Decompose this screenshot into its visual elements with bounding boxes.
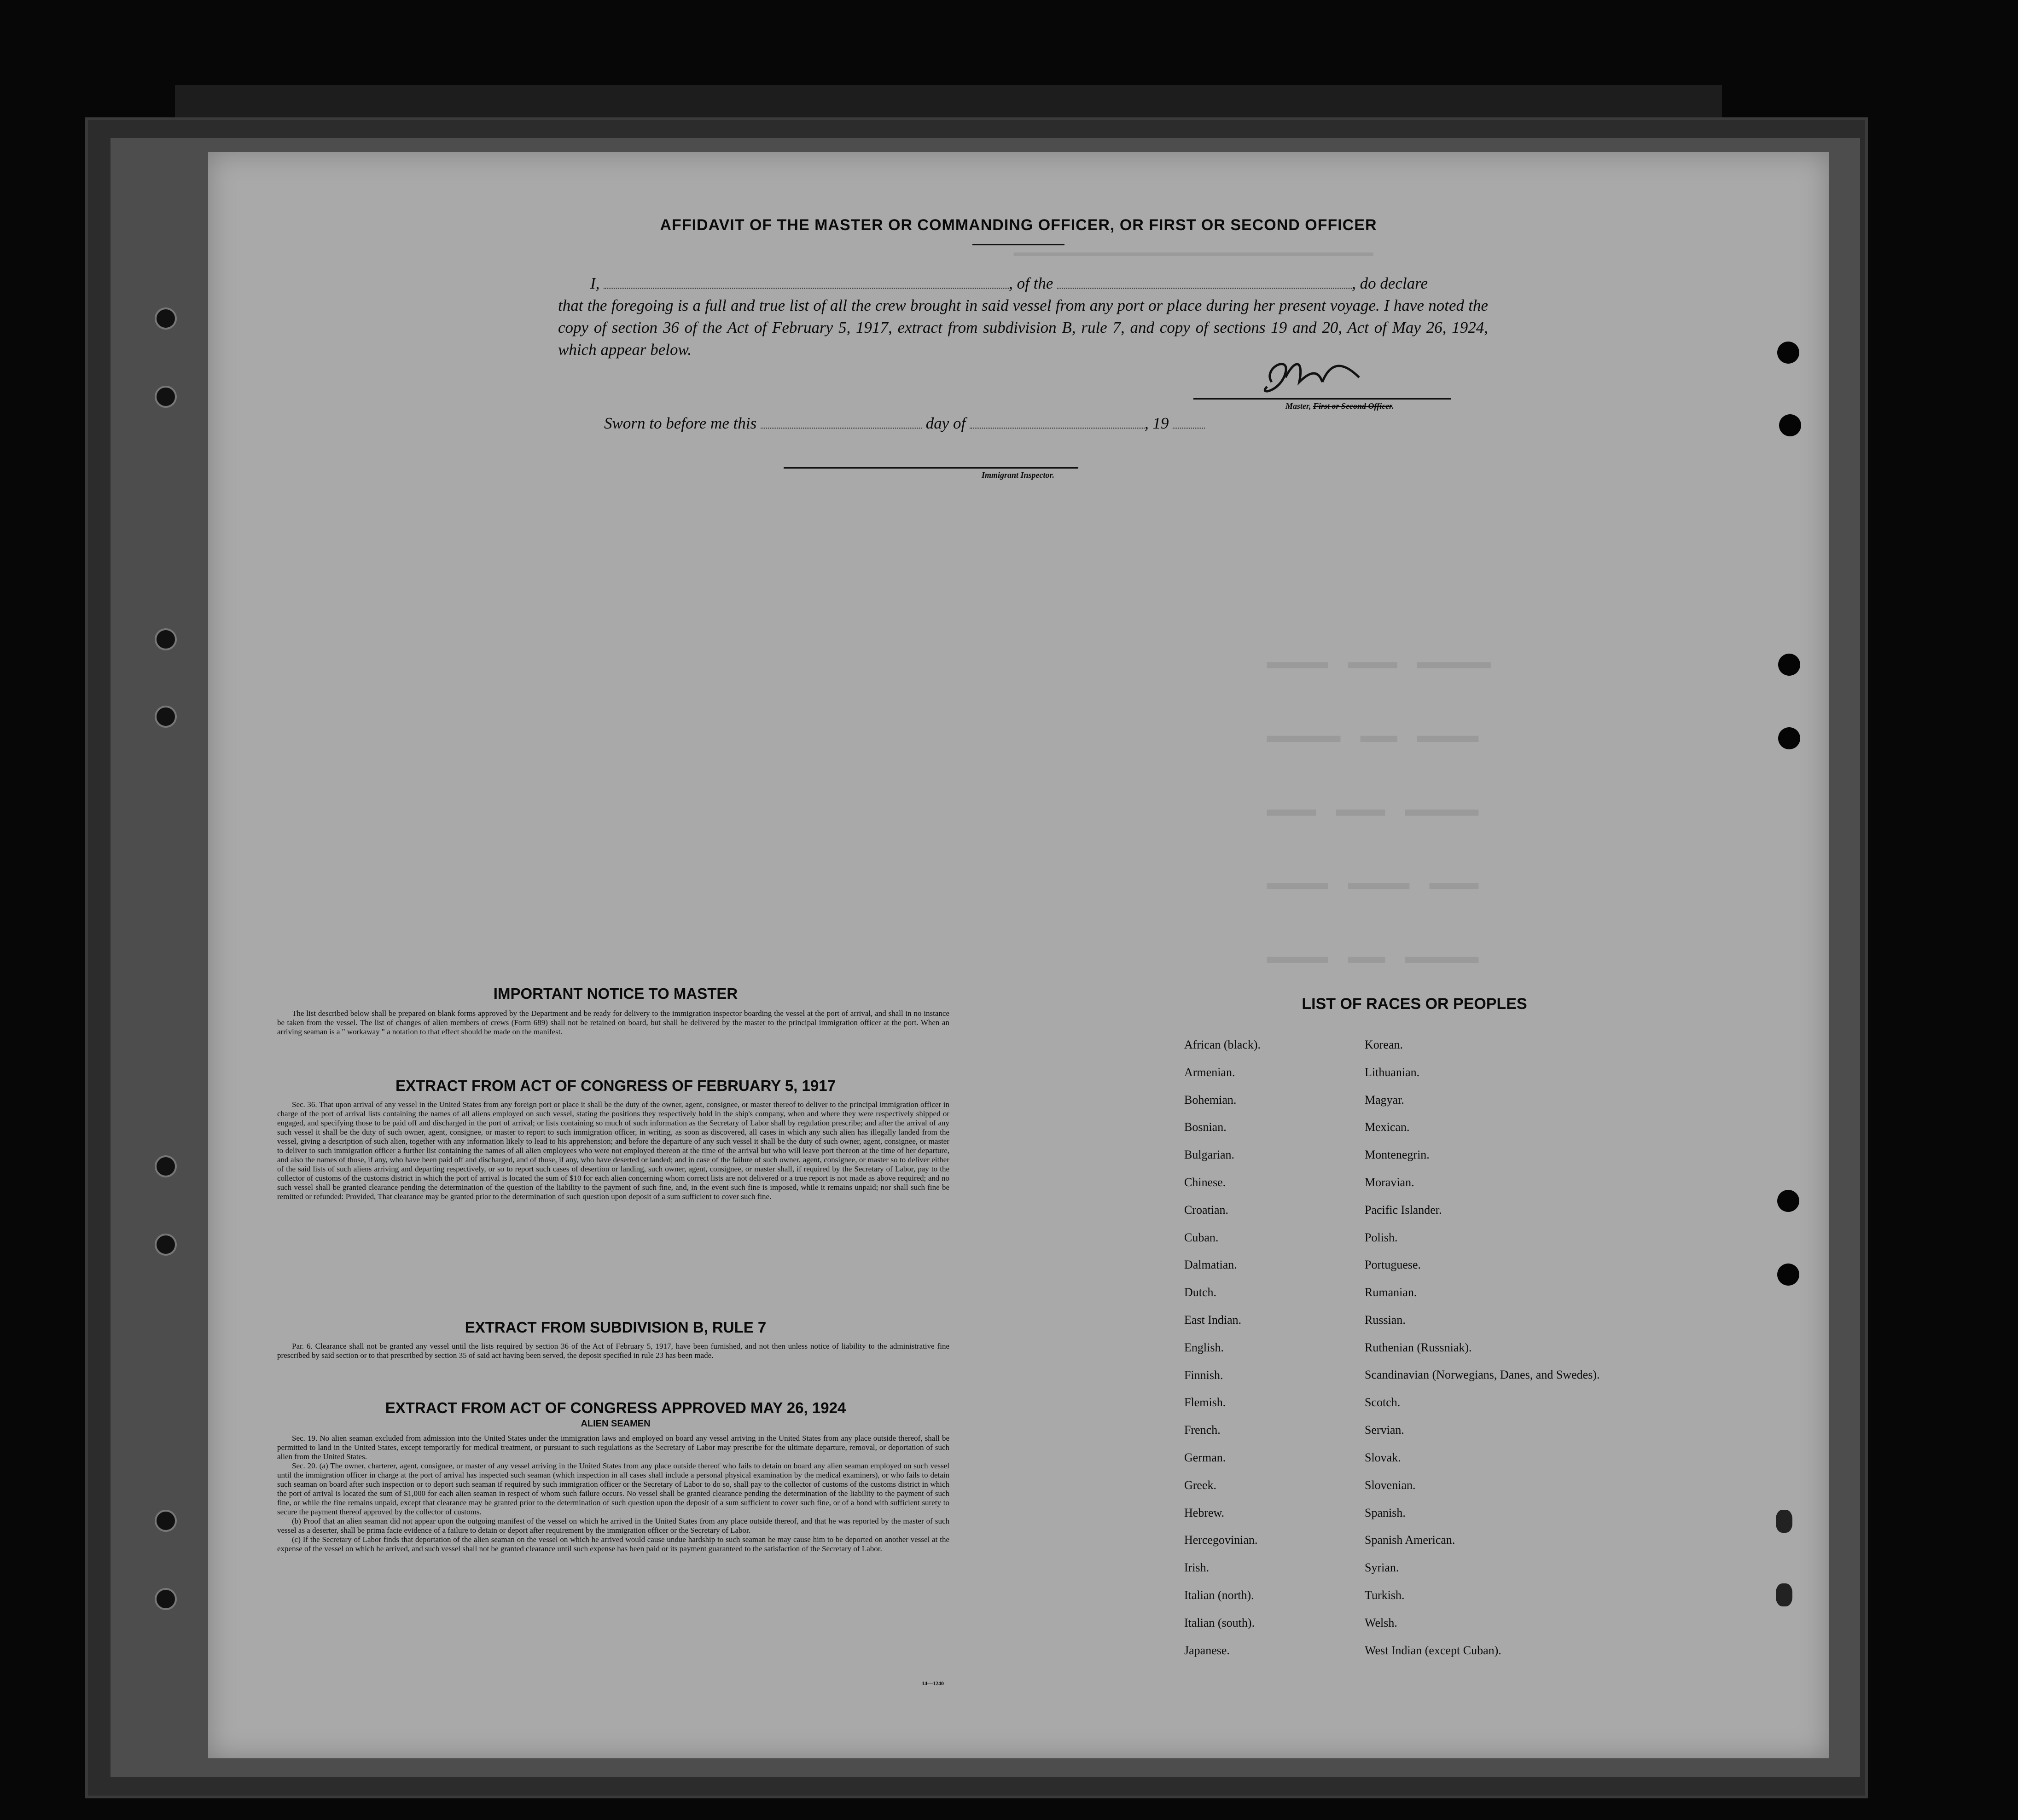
race-item: Syrian. — [1365, 1561, 1399, 1575]
race-item: French. — [1184, 1423, 1221, 1437]
race-item: Welsh. — [1365, 1616, 1397, 1629]
sec-20b: (b) Proof that an alien seaman did not appear upon the outgoing manifest of the vessel on which he arrived in the United States from any place outside thereof, and that he was reported by the master of such vessel as a deserter, shall be prima facie evidence of a failure to detain or deport after requirement by the immigration officer or the Secretary of Labor. — [277, 1517, 949, 1535]
binder-hole — [1777, 1190, 1799, 1212]
binder-hole — [1778, 654, 1800, 676]
race-item: Cuban. — [1184, 1230, 1219, 1244]
affidavit-title: AFFIDAVIT OF THE MASTER OR COMMANDING OFFICER, OR FIRST OR SECOND OFFICER — [660, 216, 1377, 234]
race-item: Rumanian. — [1365, 1286, 1417, 1299]
binder-hole — [155, 1510, 177, 1532]
race-item: Slovak. — [1365, 1450, 1401, 1464]
day-blank — [761, 428, 922, 429]
extract-rule7-text: Par. 6. Clearance shall not be granted any vessel until the lists required by section 36 of the Act of February 5, 1917, have been furnished, and not then unless notice of liability to the administrative fine prescribed by said section or to that prescribed by section 35 of said act having been served, the deposit specified in rule 23 has been made. — [277, 1342, 949, 1360]
race-item: Hercegovinian. — [1184, 1533, 1258, 1547]
extract-rule7-title: EXTRACT FROM SUBDIVISION B, RULE 7 — [465, 1319, 767, 1336]
signature-line — [1193, 398, 1451, 400]
race-item: Portuguese. — [1365, 1258, 1421, 1272]
binder-hole — [1776, 1510, 1792, 1533]
inspector-caption: Immigrant Inspector. — [982, 470, 1055, 480]
binder-hole — [1777, 342, 1799, 364]
race-item: Magyar. — [1365, 1093, 1404, 1107]
race-item: Armenian. — [1184, 1065, 1235, 1079]
extract-1924-text — [277, 1434, 949, 1553]
affidavit-i: I, — [590, 274, 600, 292]
race-item: Irish. — [1184, 1561, 1210, 1575]
races-column-1 — [1184, 1038, 1261, 1671]
binder-hole — [155, 1588, 177, 1610]
sworn-line: Sworn to before me this day of , 19 — [604, 414, 1205, 433]
race-item: Croatian. — [1184, 1203, 1229, 1217]
race-item: Chinese. — [1184, 1175, 1226, 1189]
race-item: Italian (south). — [1184, 1616, 1255, 1629]
race-item: Moravian. — [1365, 1175, 1414, 1189]
document-page — [208, 152, 1829, 1758]
race-item: East Indian. — [1184, 1313, 1242, 1327]
binder-hole — [155, 1234, 177, 1256]
race-item: Japanese. — [1184, 1643, 1230, 1657]
race-item: Servian. — [1365, 1423, 1404, 1437]
extract-1917-text: Sec. 36. That upon arrival of any vessel in the United States from any foreign port or place it shall be the duty of the owner, agent, consignee, or master thereof to deliver to the principal immigration officer in charge of the port of arrival lists containing the names of all aliens employed on such vessel, stating the positions they respectively hold in the ship's company, when and where they were respectively shipped or engaged, and specifying those to be paid off and discharged in the port of arrival; or lists containing so much of such information as the Secretary of Labor shall by regulation prescribe; and after the arrival of any such vessel it shall be the duty of such owner, agent, consignee, or master to report to such immigration officer, in writing, as soon as discovered, all cases in which any such alien has illegally landed from the vessel, giving a description of such alien, together with any information likely to lead to his apprehension; and before the departure of any such vessel it shall be the duty of such owner, agent, consignee, or master to deliver to such immigration officer a further list containing the names of all alien employees who were not employed thereon at the time of the arrival but who will leave port thereon at the time of her departure, and also the names of those, if any, who have been paid off and discharged, and of those, if any, who have deserted or landed; and in case of the failure of such owner, agent, consignee, or master so to deliver either of the said lists of such aliens arriving and departing respectively, or so to report such cases of desertion or landing, such owner, agent, consignee, or master shall, if required by the Secretary of Labor, pay to the collector of customs of the customs district in which the port of arrival is located the sum of $10 for each alien concerning whom correct lists are not delivered or a true report is not made as above required; and no such vessel shall be granted clearance pending the determination of the question of the liability to the payment of such fine, and, in the event such fine is imposed, while it remains unpaid; nor shall such fine be remitted or refunded: Provided, That clearance may be granted prior to the determination of such question upon deposit of a sum sufficient to cover such fine. — [277, 1100, 949, 1201]
sec-20c: (c) If the Secretary of Labor finds that deportation of the alien seaman on the vessel on which he arrived would cause undue hardship to such seaman he may cause him to be deported on another vessel at the expense of the vessel on which he arrived, and such vessel shall not be granted clearance until such expense has been paid or its payment guaranteed to the satisfaction of the Secretary of Labor. — [277, 1535, 949, 1553]
bleed-through-row: ▂▂▂▂▂▂ ▂▂▂▂ ▂▂▂▂▂ — [1267, 645, 1491, 668]
binder-hole — [155, 386, 177, 408]
race-item: Lithuanian. — [1365, 1065, 1420, 1079]
race-item: Finnish. — [1184, 1368, 1223, 1382]
affidavit-of-the: , of the — [1009, 274, 1053, 292]
race-item: Spanish American. — [1365, 1533, 1455, 1547]
form-number: 14—1240 — [922, 1680, 944, 1687]
race-item: Turkish. — [1365, 1588, 1405, 1602]
binder-hole — [155, 706, 177, 728]
notice-text: The list described below shall be prepared on blank forms approved by the Department and be ready for delivery to the immigration inspector boarding the vessel at the port of arrival, and shall in no instance be taken from the vessel. The list of changes of alien members of crews (Form 689) shall not be retained on board, but shall be delivered by the master to the principal immigration officer at the port. When an arriving seaman is a " workaway " a notation to that effect should be made on the manifest. — [277, 1009, 949, 1036]
races-column-2 — [1365, 1038, 1599, 1671]
race-item: Bosnian. — [1184, 1120, 1227, 1134]
race-item: Korean. — [1365, 1038, 1403, 1051]
race-item: Russian. — [1365, 1313, 1406, 1327]
extract-1924-title: EXTRACT FROM ACT OF CONGRESS APPROVED MAY 26, 1924 — [385, 1399, 846, 1416]
binder-hole — [155, 307, 177, 330]
race-item: Hebrew. — [1184, 1506, 1225, 1519]
race-item: West Indian (except Cuban). — [1365, 1643, 1501, 1657]
title-divider — [972, 244, 1064, 245]
binder-hole — [155, 1155, 177, 1177]
bleed-through-row: ▂▂▂▂▂▂ ▂▂▂▂ ▂▂▂▂ — [1267, 792, 1478, 816]
race-item: Polish. — [1365, 1230, 1398, 1244]
race-item: Slovenian. — [1365, 1478, 1416, 1492]
vessel-blank — [1057, 288, 1352, 289]
race-item: Scotch. — [1365, 1396, 1401, 1409]
race-item: Mexican. — [1365, 1120, 1410, 1134]
races-title: LIST OF RACES OR PEOPLES — [1302, 995, 1527, 1013]
sec-20a: Sec. 20. (a) The owner, charterer, agent, consignee, or master of any vessel arriving in the United States from any place outside thereof who fails to detain on board any alien seaman employed on such vessel until the immigration officer in charge at the port of arrival has inspected such seaman (which inspection in all cases shall include a personal physical examination by the medical examiners), or who fails to detain such seaman on board after such inspection or to deport such seaman if required by such immigration officer or the Secretary of Labor to do so, shall pay to the collector of customs of the customs district in which the port of arrival is located the sum of $1,000 for each alien seaman in respect of whom such failure occurs. No vessel shall be granted clearance pending the determination of the liability to the payment of such fine, or while the fine remains unpaid, except that clearance may be granted prior to the determination of such question upon the deposit of a sum sufficient to cover such fine, or of a bond with sufficient surety to secure the payment thereof approved by the collector of customs. — [277, 1461, 949, 1516]
binder-hole — [1776, 1583, 1792, 1606]
bleed-through-row: ▂▂▂▂ ▂▂▂▂▂ ▂▂▂▂▂ — [1267, 866, 1478, 889]
race-item: Flemish. — [1184, 1396, 1226, 1409]
race-item: Dutch. — [1184, 1286, 1217, 1299]
signature-caption: Master, First or Second Officer. — [1285, 401, 1394, 411]
race-item: Greek. — [1184, 1478, 1217, 1492]
notice-title: IMPORTANT NOTICE TO MASTER — [493, 985, 738, 1002]
affidavit-declare: , do declare — [1352, 274, 1428, 292]
bleed-through-row: ▂▂▂▂▂ ▂▂▂ ▂▂▂▂▂▂ — [1267, 719, 1478, 742]
signature-scrawl — [1253, 350, 1373, 400]
race-item: Dalmatian. — [1184, 1258, 1237, 1272]
alien-seamen-subtitle: ALIEN SEAMEN — [581, 1419, 651, 1429]
inspector-signature-line — [784, 467, 1078, 469]
extract-1917-title: EXTRACT FROM ACT OF CONGRESS OF FEBRUARY 5, 1917 — [395, 1077, 836, 1094]
sec-19: Sec. 19. No alien seaman excluded from admission into the United States under the immigration laws and employed on board any vessel arriving in the United States from any place outside thereof, shall be permitted to land in the United States, except temporarily for medical treatment, or pursuant to such regulations as the Secretary of Labor may prescribe for the ultimate departure, removal, or deportation of such alien from the United States. — [277, 1434, 949, 1461]
name-blank — [604, 288, 1009, 289]
binder-hole — [1779, 414, 1801, 436]
binder-hole — [155, 628, 177, 650]
race-item: Bohemian. — [1184, 1093, 1237, 1107]
race-item: Spanish. — [1365, 1506, 1406, 1519]
bleed-through-header: ▁▁▁▁▁▁▁▁▁▁▁▁▁▁▁▁▁▁▁▁▁▁▁▁▁▁▁ — [1014, 230, 1373, 256]
race-item: Montenegrin. — [1365, 1148, 1430, 1162]
race-item: English. — [1184, 1340, 1224, 1354]
race-item: Pacific Islander. — [1365, 1203, 1442, 1217]
month-blank — [970, 428, 1145, 429]
binder-hole — [1777, 1264, 1799, 1286]
race-item: Scandinavian (Norwegians, Danes, and Swedes). — [1365, 1368, 1600, 1381]
signature-area — [1193, 354, 1451, 423]
race-item: Italian (north). — [1184, 1588, 1254, 1602]
race-item: Ruthenian (Russniak). — [1365, 1340, 1472, 1354]
affidavit-text — [558, 272, 1488, 361]
binder-hole — [1778, 727, 1800, 749]
race-item: German. — [1184, 1450, 1226, 1464]
bleed-through-row: ▂▂▂▂▂▂ ▂▂▂ ▂▂▂▂▂ — [1267, 939, 1478, 963]
year-blank — [1173, 428, 1205, 429]
affidavit-body: that the foregoing is a full and true list of all the crew brought in said vessel from any port or place during her present voyage. I have noted the copy of section 36 of the Act of February 5, 1917, extract from subdivision B, rule 7, and copy of sections 19 and 20, Act of May 26, 1924, which appear below. — [558, 296, 1488, 359]
race-item: Bulgarian. — [1184, 1148, 1235, 1162]
race-item: African (black). — [1184, 1038, 1261, 1051]
